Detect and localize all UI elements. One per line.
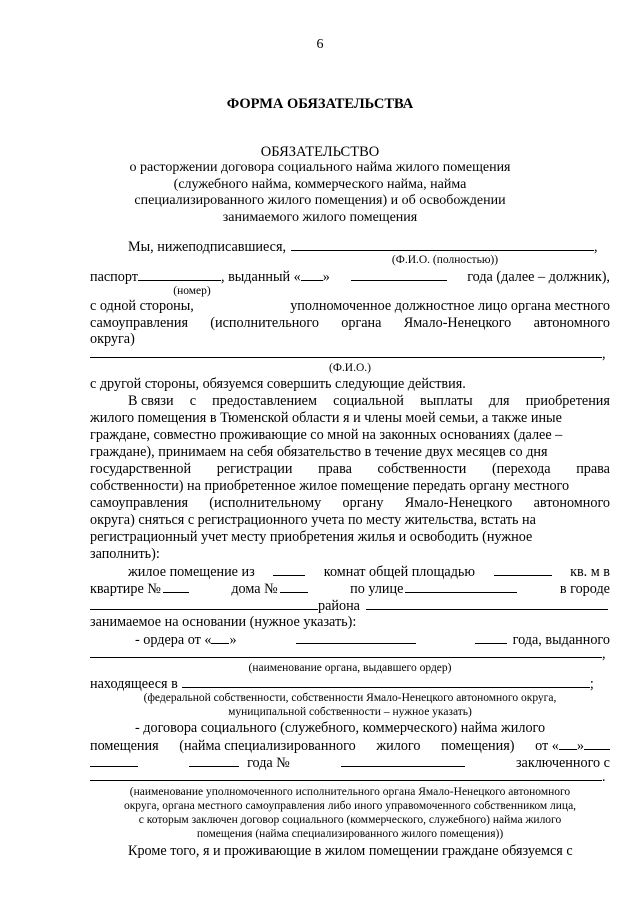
year-issued-label: года, выданного	[512, 632, 610, 648]
dot: .	[602, 769, 606, 785]
document-subtitle	[0, 160, 640, 226]
paragraph-line	[90, 546, 610, 563]
word: права	[318, 461, 352, 477]
word: предоставлением	[212, 393, 317, 409]
house-label: дома №	[231, 581, 278, 597]
word: (перехода	[491, 461, 551, 477]
paragraph-line	[90, 393, 610, 410]
line-text: округа) сняться с регистрационного учета по месту жительства, встать на	[90, 512, 536, 528]
word: (найма специализированного	[179, 738, 356, 754]
contract-line	[90, 720, 610, 737]
word: выплаты	[420, 393, 473, 409]
semicolon: ;	[589, 676, 594, 692]
passport-label: паспорт	[90, 269, 138, 285]
other-side-line	[90, 376, 610, 393]
issued-label: , выданный «	[220, 269, 301, 285]
word: органу	[342, 495, 384, 511]
order-label: - ордера от «	[135, 632, 212, 648]
word: органа	[341, 315, 382, 331]
line-text: граждане, совместно проживающие со мной на законных основаниях (далее –	[90, 427, 563, 443]
okruga-text: округа)	[90, 331, 135, 347]
issue-day-field[interactable]	[301, 268, 323, 281]
premise-rooms-line	[90, 563, 610, 580]
line-text: жилого помещения в Тюменской области я и члены моей семьи, а также иные	[90, 410, 562, 426]
quote-close: »	[576, 738, 584, 754]
word: для	[488, 393, 510, 409]
contract-date-group	[535, 737, 610, 755]
word: регистрации	[216, 461, 293, 477]
word: помещения	[90, 738, 159, 754]
subtitle-line: о расторжении договора социального найма жилого помещения	[129, 160, 511, 175]
located-line	[90, 675, 610, 692]
word: права	[576, 461, 610, 477]
order-issuer-field[interactable]	[90, 645, 602, 658]
fio-caption: (Ф.И.О.)	[329, 362, 371, 374]
contract-authority-field[interactable]	[90, 768, 602, 781]
line-text: заполнить):	[90, 546, 160, 562]
year-debtor-label: года (далее – должник),	[467, 269, 610, 285]
house-number-field[interactable]	[280, 580, 308, 593]
contract-authority-line	[90, 768, 610, 785]
located-label: находящееся в	[90, 676, 178, 692]
authority-caption: помещения (найма специализированного жилого помещения))	[196, 828, 504, 840]
full-name-field[interactable]	[291, 238, 594, 251]
area-field[interactable]	[494, 563, 552, 576]
apartment-group	[90, 580, 189, 598]
other-side-text: с другой стороны, обязуемся совершить следующие действия.	[90, 376, 466, 392]
number-caption: (номер)	[173, 285, 211, 297]
comma: ,	[602, 646, 606, 662]
city-field[interactable]	[90, 597, 318, 610]
one-side-text: с одной стороны,	[90, 298, 194, 314]
occupied-label: занимаемое на основании (нужное указать):	[90, 614, 357, 630]
signers-line	[90, 238, 610, 255]
ownership-caption: муниципальной собственности – нужное указать)	[228, 706, 472, 718]
one-side-line	[90, 298, 610, 315]
one-side-text: уполномоченное должностное лицо органа местного	[290, 298, 610, 314]
order-month-field[interactable]	[296, 631, 416, 644]
paragraph-line	[90, 478, 610, 495]
official-name-field[interactable]	[90, 345, 602, 358]
authority-caption: округа, органа местного самоуправления либо иного управомоченного собственником лица,	[123, 800, 577, 812]
subtitle-line: занимаемого жилого помещения	[222, 209, 418, 225]
rooms-area-label: комнат общей площадью	[323, 564, 475, 580]
apartment-label: квартире №	[90, 581, 161, 597]
paragraph-line	[90, 495, 610, 512]
apartment-number-field[interactable]	[163, 580, 189, 593]
official-name-line	[90, 345, 610, 362]
besides-text: Кроме того, я и проживающие в жилом помещении граждане обязуемся с	[128, 843, 573, 859]
contract-date-label: от «	[535, 738, 559, 754]
word: Ямало-Ненецкого	[403, 315, 512, 331]
contract-day-field[interactable]	[559, 737, 577, 750]
district-line	[90, 597, 610, 614]
sqm-label: кв. м в	[570, 564, 610, 580]
contract-month-field[interactable]	[584, 737, 610, 750]
street-field[interactable]	[405, 580, 517, 593]
living-label: жилое помещение из	[128, 564, 255, 580]
line-text: собственности) на приобретенное жилое помещение передать органу местного	[90, 478, 570, 494]
paragraph-line	[90, 444, 610, 461]
word: самоуправления	[90, 315, 188, 331]
authority-caption: (наименование уполномоченного исполнительного органа Ямало-Ненецкого автономного	[129, 786, 571, 798]
quote-close: »	[322, 269, 330, 285]
year-no-label: года №	[247, 755, 290, 771]
line-text: регистрационный учет месту приобретения жилья и освободить (нужное	[90, 529, 533, 545]
address-line	[90, 580, 610, 597]
occupied-line	[90, 614, 610, 631]
district-field[interactable]	[366, 597, 608, 610]
fio-full-caption: (Ф.И.О. (полностью))	[391, 254, 499, 266]
word: жилого	[376, 738, 421, 754]
contract-number-field[interactable]	[341, 754, 465, 767]
word: Ямало-Ненецкого	[404, 495, 513, 511]
comma: ,	[602, 346, 606, 362]
word: автономного	[533, 315, 610, 331]
contract-year-field[interactable]	[189, 754, 239, 767]
paragraph-line	[90, 461, 610, 478]
authority-caption: с которым заключен договор социального (коммерческого, служебного) найма жилого	[138, 814, 562, 826]
passport-number-field[interactable]	[138, 268, 221, 281]
word: собственности	[377, 461, 467, 477]
subtitle-line: (служебного найма, коммерческого найма, найма	[173, 176, 467, 192]
quote-close: »	[229, 632, 237, 648]
word: В связи	[128, 393, 174, 409]
passport-line	[90, 268, 610, 285]
selfgov-line	[90, 315, 610, 332]
concluded-label: заключенного с	[515, 755, 610, 771]
paragraph-line	[90, 512, 610, 529]
word: приобретения	[525, 393, 610, 409]
issue-month-field[interactable]	[351, 268, 447, 281]
street-label: по улице	[350, 581, 404, 597]
word: помещения)	[441, 738, 515, 754]
contract-month-cont-field[interactable]	[90, 754, 138, 767]
order-year-field[interactable]	[475, 631, 507, 644]
contract-premise-line	[90, 737, 610, 754]
paragraph-line	[90, 427, 610, 444]
city-label: в городе	[559, 581, 610, 597]
besides-line	[90, 843, 610, 860]
word: автономного	[533, 495, 610, 511]
form-title: ФОРМА ОБЯЗАТЕЛЬСТВА	[226, 96, 414, 112]
word: государственной	[90, 461, 192, 477]
ownership-caption: (федеральной собственности, собственности Ямало-Ненецкого автономного округа,	[143, 692, 557, 704]
street-group	[350, 580, 517, 598]
order-day-field[interactable]	[211, 631, 229, 644]
page-number: 6	[316, 37, 324, 52]
paragraph-line	[90, 410, 610, 427]
word: самоуправления	[90, 495, 188, 511]
ownership-field[interactable]	[182, 675, 590, 688]
rooms-count-field[interactable]	[273, 563, 305, 576]
district-label: района	[318, 598, 360, 614]
word: (исполнительному	[209, 495, 322, 511]
document-title: ОБЯЗАТЕЛЬСТВО	[260, 144, 380, 160]
word: (исполнительного	[210, 315, 319, 331]
order-issuer-line	[90, 645, 610, 662]
org-caption: (наименование органа, выдавшего ордер)	[248, 662, 452, 674]
contract-text: - договора социального (служебного, коммерческого) найма жилого	[135, 720, 546, 736]
signers-label: Мы, нижеподписавшиеся,	[128, 239, 287, 255]
line-text: граждане), принимаем на себя обязательство в течение двух месяцев со дня	[90, 444, 548, 460]
house-group	[231, 580, 307, 598]
comma: ,	[594, 239, 598, 255]
subtitle-line: специализированного жилого помещения) и об освобождении	[134, 193, 506, 209]
word: социальной	[333, 393, 404, 409]
word: с	[189, 393, 196, 409]
paragraph-line	[90, 529, 610, 546]
